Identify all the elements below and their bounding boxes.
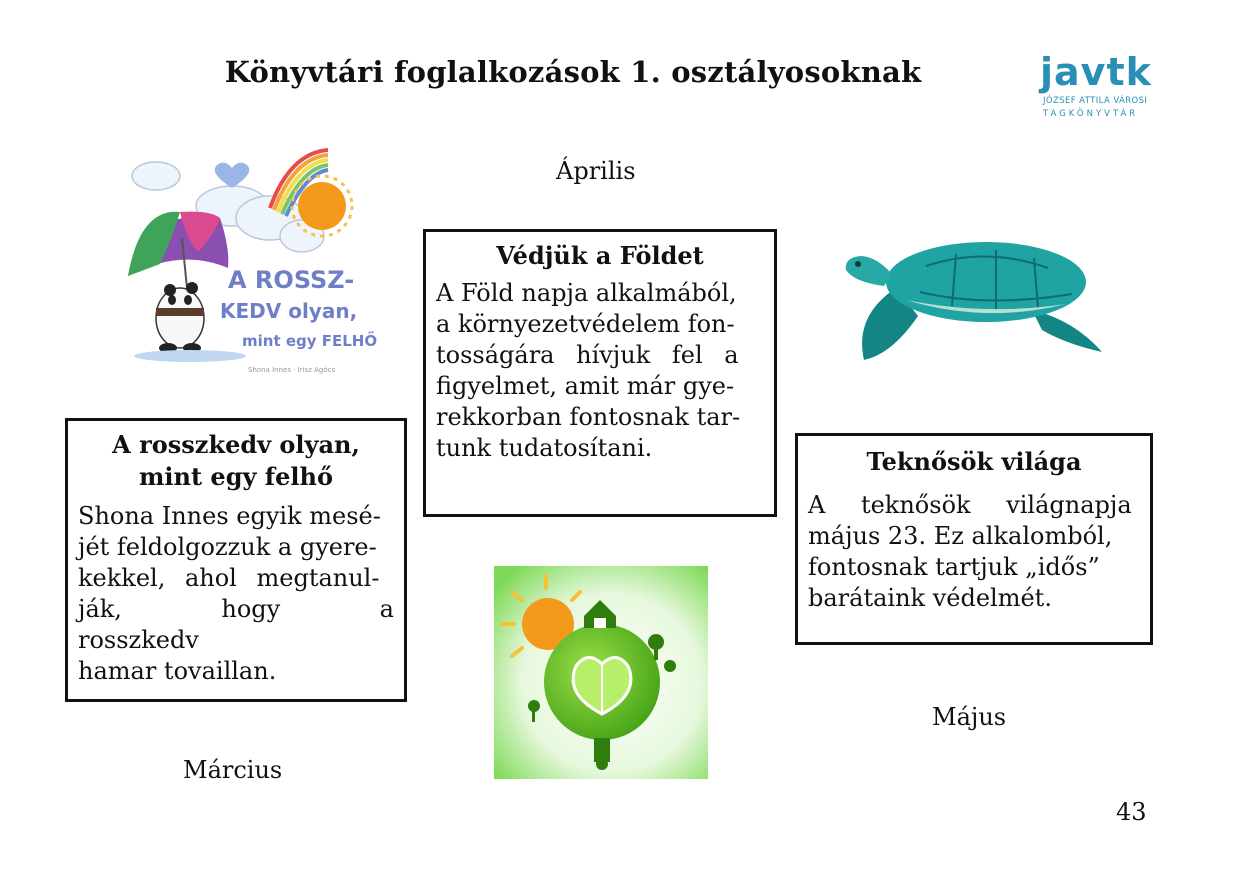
mood-box-title-line-2: mint egy felhő [139,462,333,491]
mood-book-box [65,418,407,702]
logo-subtitle-2: TAGKÖNYVTÁR [1043,109,1139,119]
cover-authors: Shona Innes · Irisz Agócs [248,366,336,374]
sea-turtle-illustration [836,216,1108,368]
logo-subtitle-1: JÓZSEF ATTILA VÁROSI [1043,96,1148,106]
cover-title-line-2: KEDV olyan, [220,299,358,323]
mood-box-title-line-1: A rosszkedv olyan, [112,430,360,459]
mood-line: kekkel, ahol megtanul- [78,564,380,592]
earth-line: tunk tudatosítani. [436,434,653,462]
earth-day-box [423,229,777,517]
mood-line: Shona Innes egyik mesé- [78,502,381,530]
library-logo [1036,52,1156,124]
page-title: Könyvtári foglalkozások 1. osztályosoknak [224,55,922,89]
mood-line: jét feldolgozzuk a gyere- [78,533,377,561]
earth-line: A Föld napja alkalmából, [436,279,737,307]
month-april: Április [556,157,636,185]
earth-line: tosságára hívjuk fel a [436,341,739,369]
turtle-day-box [795,433,1153,645]
mood-line: hamar tovaillan. [78,657,277,685]
turtle-line: május 23. Ez alkalomból, [808,522,1113,550]
earth-line: a környezetvédelem fon- [436,310,735,338]
logo-wordmark: javtk [1040,50,1152,94]
turtle-line: barátaink védelmét. [808,584,1052,612]
turtle-line: fontosnak tartjuk „idős” [808,553,1100,581]
earth-line: figyelmet, amit már gye- [436,372,735,400]
green-earth-illustration [494,566,708,779]
turtle-line: A teknősök világnapja [808,491,1132,519]
earth-line: rekkorban fontosnak tar- [436,403,741,431]
book-cover-illustration [120,148,378,380]
page-number: 43 [1116,798,1147,826]
cover-title-line-3: mint egy FELHŐ [242,332,378,350]
month-may: Május [932,703,1007,731]
month-march: Március [183,756,283,784]
earth-box-title: Védjük a Földet [496,241,704,270]
turtle-box-title: Teknősök világa [866,447,1082,476]
cover-title-line-1: A ROSSZ- [228,266,355,294]
mood-line: ják, hogy a rosszkedv [78,595,394,654]
